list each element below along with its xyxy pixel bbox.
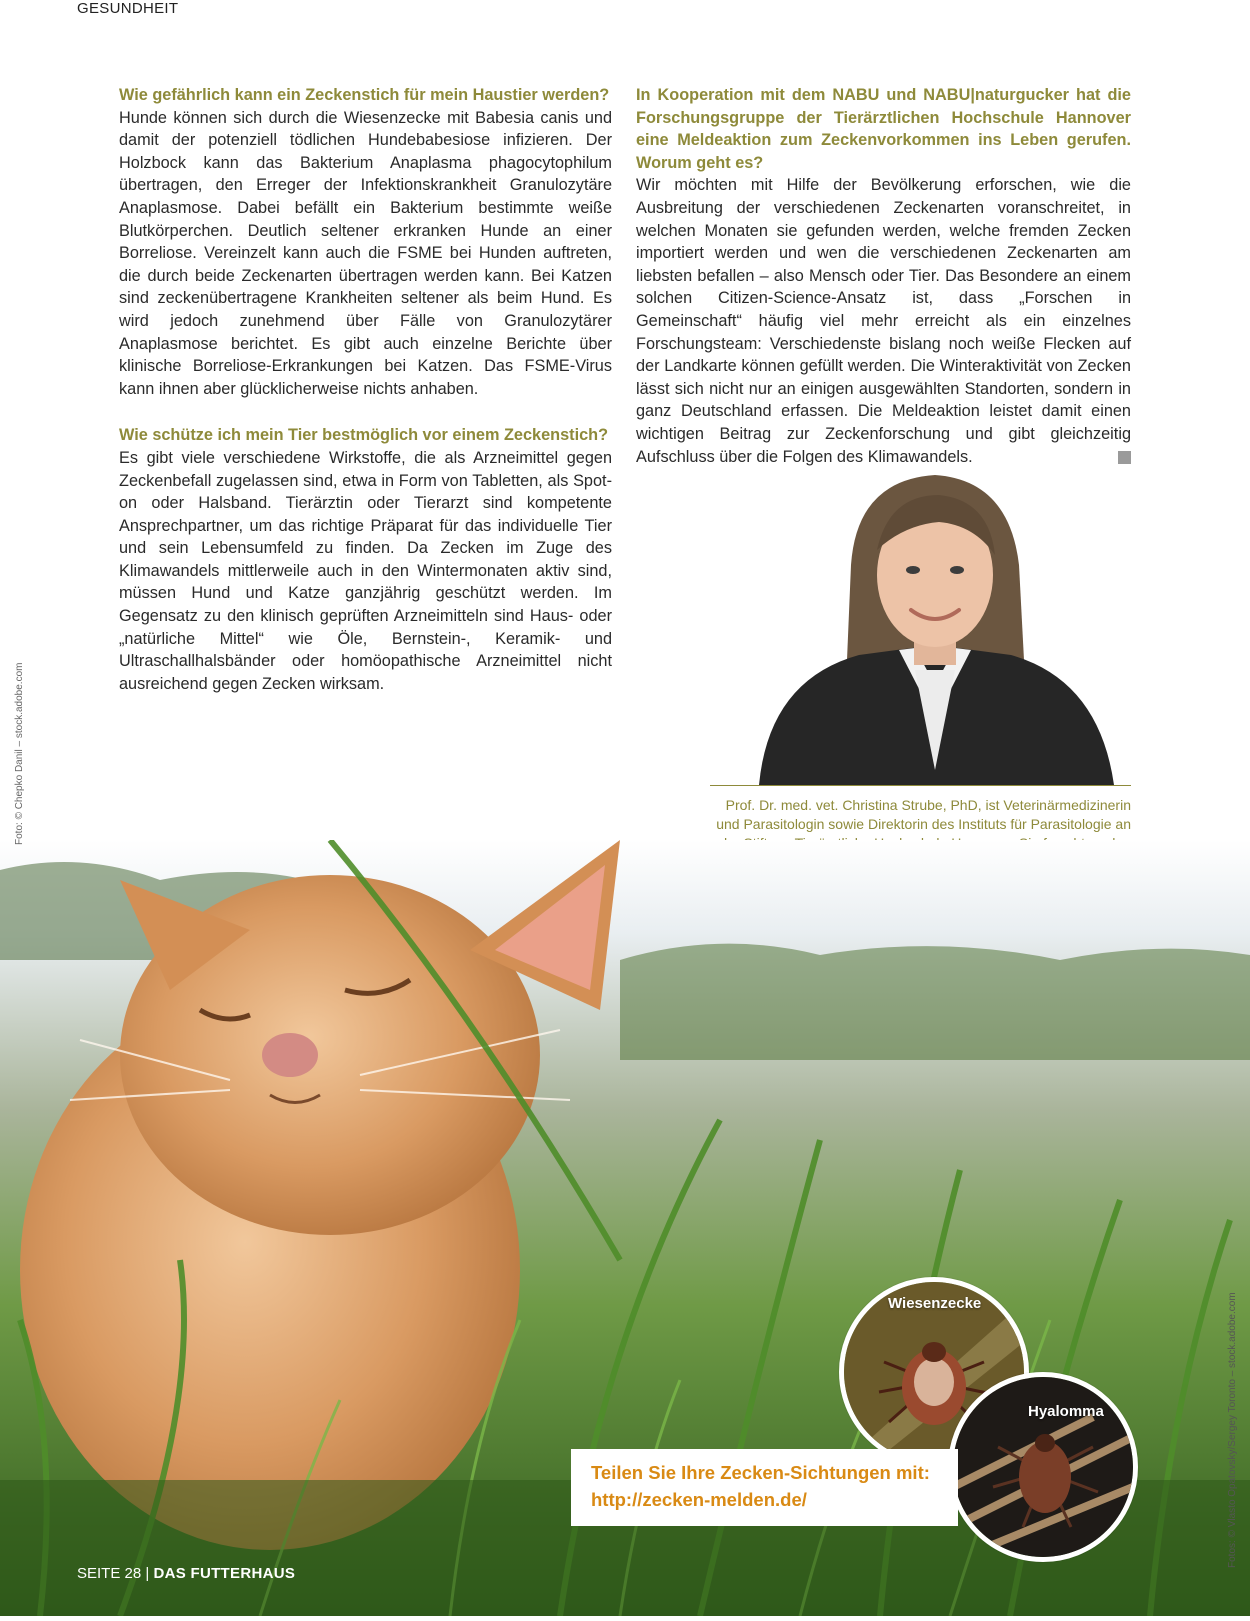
footer-separator: | <box>145 1565 150 1582</box>
right-text-column <box>636 84 1131 468</box>
photo-credit-right: Fotos: © Vlasto Opatovsky/Sergey Toronto – stock.adobe.com <box>1227 1292 1238 1568</box>
tick-photo-hyalomma <box>948 1372 1138 1562</box>
cta-link[interactable]: http://zecken-melden.de/ <box>591 1489 807 1510</box>
tick-label-wiesenzecke: Wiesenzecke <box>888 1295 982 1312</box>
page-footer <box>77 1565 295 1582</box>
section-label: GESUNDHEIT <box>77 0 179 17</box>
cta-text: Teilen Sie Ihre Zecken-Sichtungen mit: <box>591 1462 930 1483</box>
question-heading-cooperation: In Kooperation mit dem NABU und NABU|naturgucker hat die Forschungsgruppe der Tierärztlichen Hochschule Hannover eine Meldeaktion zum Zeckenvorkommen ins Leben gerufen. Worum geht es? <box>636 86 1131 172</box>
caption-divider <box>710 785 1131 786</box>
question-heading-danger: Wie gefährlich kann ein Zeckenstich für mein Haustier werden? <box>119 86 610 104</box>
question-heading-protection: Wie schütze ich mein Tier bestmöglich vor einem Zeckenstich? <box>119 426 609 445</box>
tick-label-hyalomma: Hyalomma <box>1028 1403 1104 1420</box>
left-text-column <box>119 84 612 695</box>
portrait-caption: Prof. Dr. med. vet. Christina Strube, PhD, ist Veterinärmedizinerin und Parasitologin sowie Direktorin des Instituts für Parasitologie an <box>716 797 1131 833</box>
page-number: SEITE 28 <box>77 1565 142 1582</box>
photo-credit-left: Foto: © Chepko Danil – stock.adobe.com <box>14 662 25 845</box>
cta-box <box>571 1449 958 1526</box>
answer-text: Wir möchten mit Hilfe der Bevölkerung erforschen, wie die Ausbreitung der verschiedenen Zeckenarten voranschreitet, in welchen Monaten sie gefunden werden, welche fremden Zecken importiert werden und wen die verschiedenen Zeckenarten am liebsten befallen – also Mensch oder Tier. Das Besondere an einem solchen Citizen-Science-Ansatz ist, dass „Forschen in Gemeinschaft“ häufig viel mehr erreicht als ein einzelnes Forschungsteam: Verschiedenste bislang noch weiße Flecken auf der Landkarte können gefüllt werden. Die Winteraktivität von Zecken lässt sich nicht nur an einigen ausgewählten Standorten, sondern in ganz Deutschland erfassen. Die Meldeaktion leistet damit einen wichtigen Beitrag zur Zeckenforschung und gibt gleichzeitig Aufschluss über die Folgen des Klimawandels. <box>636 176 1131 466</box>
end-of-article-mark <box>1118 451 1131 464</box>
answer-paragraph-protection: Es gibt viele verschiedene Wirkstoffe, die als Arzneimittel gegen Zeckenbefall zugelassen sind, etwa in Form von Tabletten, als Spot-on oder Halsband. Tierärztin oder Tierarzt sind kompetente Ansprechpartner, um das richtige Präparat für das individuelle Tier und sein Lebensumfeld zu finden. Da Zecken im Zuge des Klimawandels mittlerweile auch in den Wintermonaten aktiv sind, müssen Hund und Katze ganzjährig geschützt werden. Im Gegensatz zu den klinisch geprüften Arzneimitteln sind Haus- oder „natürliche Mittel“ wie Öle, Bernstein-, Keramik- und Ultraschallhalsbänder oder homöopathische Arzneimittel nicht ausreichend gegen Zecken wirksam. <box>119 448 612 693</box>
portrait-photo <box>739 470 1131 785</box>
answer-paragraph-cooperation <box>636 174 1131 468</box>
brand-name: DAS FUTTERHAUS <box>153 1565 296 1582</box>
answer-paragraph-danger: Hunde können sich durch die Wiesenzecke mit Babesia canis und damit der potenziell tödlichen Hundebabesiose infizieren. Der Holzbock kann das Bakterium Anaplasma phagocytophilum übertragen, den Erreger der Infektionskrankheit Granulozytäre Anaplasmose. Dabei befällt ein Bakterium bestimmte weiße Blutkörperchen. Deutlich seltener erkranken Hunde an einer Borreliose. Vereinzelt kann auch die FSME bei Hunden auftreten, die durch beide Zeckenarten übertragen werden kann. Bei Katzen sind zeckenübertragene Krankheiten seltener als beim Hund. Es wird jedoch zunehmend über Fälle von Granulozytärer Anaplasmose berichtet. Es gibt auch einzelne Berichte über klinische Borreliose-Erkrankungen bei Katzen. Das FSME-Virus kann ihnen aber glücklicherweise nichts anhaben. <box>119 108 612 398</box>
